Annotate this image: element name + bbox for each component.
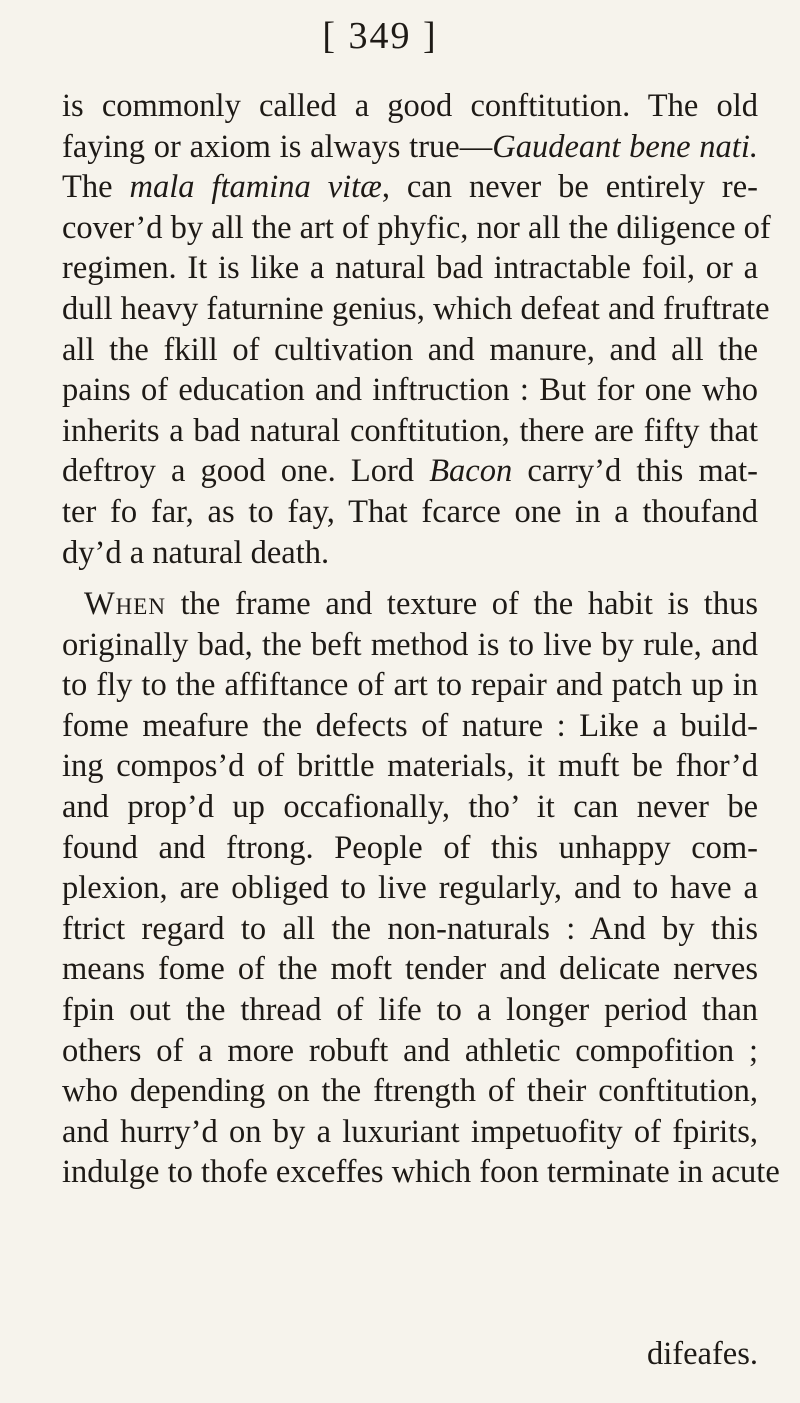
text-line: inherits a bad natural conftitution, there are fifty that bbox=[62, 412, 758, 449]
text-line: fome meafure the defects of nature : Like a build- bbox=[62, 707, 758, 744]
text-line: who depending on the ftrength of their conftitution, bbox=[62, 1073, 758, 1110]
text-line: dy’d a natural death. bbox=[62, 534, 330, 571]
text-line: others of a more robuft and athletic compofition ; bbox=[62, 1032, 758, 1069]
text-line: means fome of the moft tender and delicate nerves bbox=[62, 951, 758, 988]
text-line: regimen. It is like a natural bad intractable foil, or a bbox=[62, 250, 758, 287]
text-line: originally bad, the beft method is to live by rule, and bbox=[62, 626, 758, 663]
italic-text: Gaudeant bene nati. bbox=[492, 128, 758, 165]
text-line: cover’d by all the art of phyfic, nor all the diligence of bbox=[62, 209, 771, 246]
text-line: indulge to thofe exceffes which foon terminate in acute bbox=[62, 1154, 780, 1191]
text-line: to fly to the affiftance of art to repair and patch up in bbox=[62, 667, 758, 704]
paragraph-2 bbox=[62, 584, 780, 1193]
text-line: faying or axiom is always true—Gaudeant bene nati. bbox=[62, 128, 758, 165]
catchword: difeafes. bbox=[647, 1336, 758, 1372]
paragraph-1 bbox=[62, 86, 771, 573]
text-line: deftroy a good one. Lord Bacon carry’d this mat- bbox=[62, 453, 758, 490]
italic-text: mala ftamina vitæ bbox=[129, 169, 382, 206]
text-line: and prop’d up occafionally, tho’ it can never be bbox=[62, 788, 758, 825]
text-line: When the frame and texture of the habit is thus bbox=[84, 586, 758, 622]
text-line: found and ftrong. People of this unhappy com- bbox=[62, 829, 758, 866]
page-number: [ 349 ] bbox=[322, 15, 438, 57]
text-line: ter fo far, as to fay, That fcarce one in a thoufand bbox=[62, 493, 758, 530]
small-caps-text: When bbox=[84, 586, 166, 622]
italic-text: Bacon bbox=[429, 453, 513, 490]
text-line: all the fkill of cultivation and manure, and all the bbox=[62, 331, 758, 368]
text-line: dull heavy faturnine genius, which defeat and fruftrate bbox=[62, 290, 770, 327]
text-line: is commonly called a good conftitution. The old bbox=[62, 88, 758, 124]
text-line: pains of education and inftruction : But for one who bbox=[62, 372, 758, 409]
text-line: ftrict regard to all the non-naturals : And by this bbox=[62, 910, 758, 947]
text-line: The mala ftamina vitæ, can never be entirely re- bbox=[62, 169, 759, 206]
text-line: and hurry’d on by a luxuriant impetuofity of fpirits, bbox=[62, 1113, 758, 1150]
text-line: fpin out the thread of life to a longer period than bbox=[62, 991, 758, 1028]
text-line: ing compos’d of brittle materials, it muft be fhor’d bbox=[62, 748, 758, 785]
text-line: plexion, are obliged to live regularly, and to have a bbox=[62, 870, 758, 907]
